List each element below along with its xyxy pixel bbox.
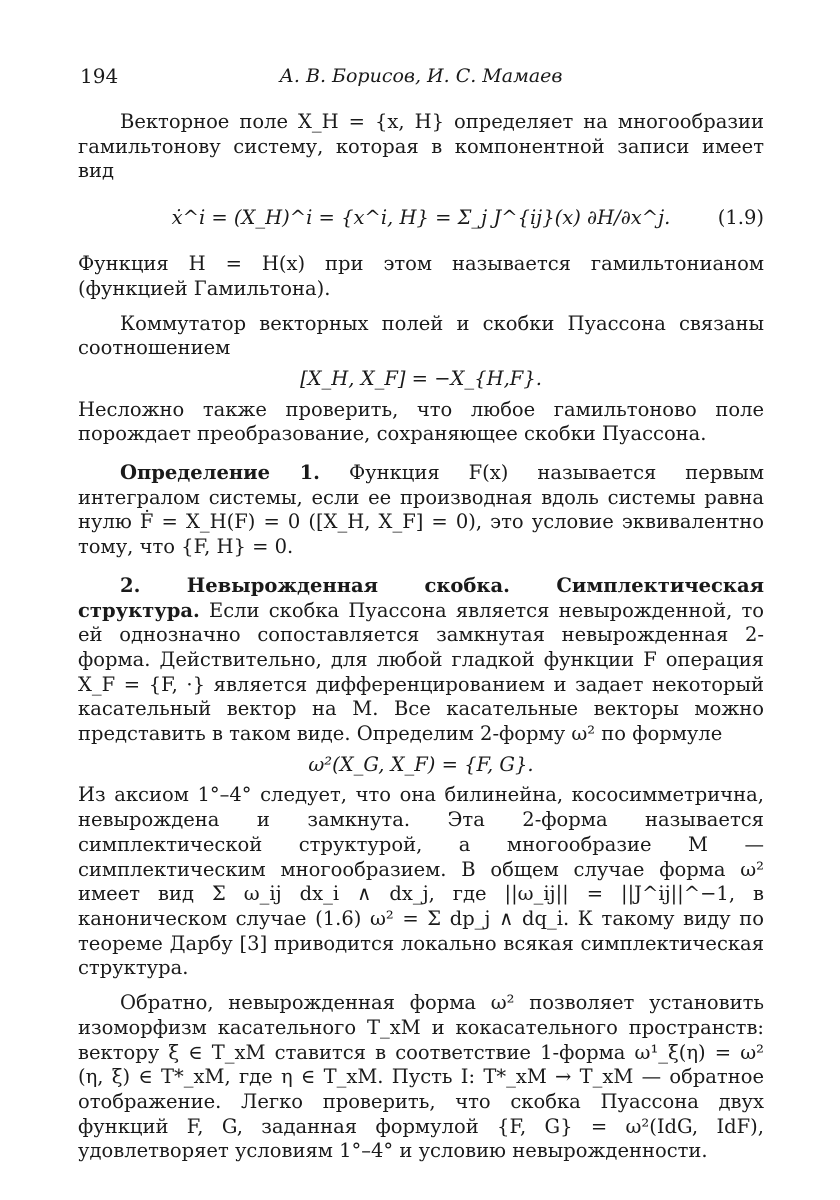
section-heading: 2. Невырожденная скобка. Симплектическая структура. (78, 573, 764, 622)
page-number: 194 (80, 64, 119, 88)
paragraph-isomorphism: Обратно, невырожденная форма ω² позволяет установить изоморфизм касательного T_xM и кокасательного пространств: вектору ξ ∈ T_xM ставится в соответствие 1-форма ω¹_ξ(η) = ω² (η, ξ) ∈ T*_xM, где η ∈ T_xM. Пусть I: T*_xM → T_xM — обратное отображение. Легко проверить, что скобка Пуассона двух функций F, G, заданная формулой {F, G} = ω²(IdG, IdF), удовлетворяет условиям 1°–4° и условию невырожденности. (78, 991, 764, 1163)
definition-label: Определение 1. (120, 461, 320, 485)
equation-1-9-body: ẋ^i = (X_H)^i = {x^i, H} = Σ_j J^{ij}(x) ∂H/∂x^j. (171, 206, 671, 230)
equation-number: (1.9) (717, 206, 764, 230)
definition-1 (78, 461, 764, 560)
page-header (78, 64, 764, 92)
paragraph-axioms: Из аксиом 1°–4° следует, что она билинейна, кососимметрична, невырождена и замкнута. Эта 2-форма называется симплектической структурой, а многообразие M — симплектическим многообразием. В общем случае форма ω² имеет вид Σ ω_ij dx_i ∧ dx_j, где ||ω_ij|| = ||J^ij||^−1, в каноническом случае (1.6) ω² = Σ dp_j ∧ dq_i. К такому виду по теореме Дарбу [3] приводится локально всякая симплектическая структура. (78, 783, 764, 980)
equation-symplectic-form: ω²(X_G, X_F) = {F, G}. (308, 752, 534, 776)
paragraph-commutator: Коммутатор векторных полей и скобки Пуассона связаны соотношением (78, 311, 764, 360)
section-2 (78, 574, 764, 747)
equation-1-9 (78, 190, 764, 246)
paragraph-hamiltonian: Функция H = H(x) при этом называется гамильтонианом (функцией Гамильтона). (78, 252, 764, 300)
paragraph-vector-field: Векторное поле X_H = {x, H} определяет на многообразии гамильтонову систему, которая в компонентной записи имеет вид (78, 110, 764, 183)
paragraph-preserve-brackets: Несложно также проверить, что любое гамильтоново поле порождает преобразование, сохраняющее скобки Пуассона. (78, 397, 764, 446)
equation-commutator: [X_H, X_F] = −X_{H,F}. (300, 366, 542, 390)
body-text (78, 110, 764, 1164)
section-text: Если скобка Пуассона является невырожденной, то ей однозначно сопоставляется замкнутая невырожденная 2-форма. Действительно, для любой гладкой функции F операция X_F = {F, ·} является дифференцированием и задает некоторый касательный вектор на M. Все касательные векторы можно представить в таком виде. Определим 2-форму ω² по формуле (78, 598, 765, 746)
definition-text: Функция F(x) называется первым интегралом системы, если ее производная вдоль системы равна нулю Ḟ = X_H(F) = 0 ([X_H, X_F] = 0), это условие эквивалентно тому, что {F, H} = 0. (78, 461, 764, 559)
running-head: А. В. Борисов, И. С. Мамаев (279, 65, 563, 87)
